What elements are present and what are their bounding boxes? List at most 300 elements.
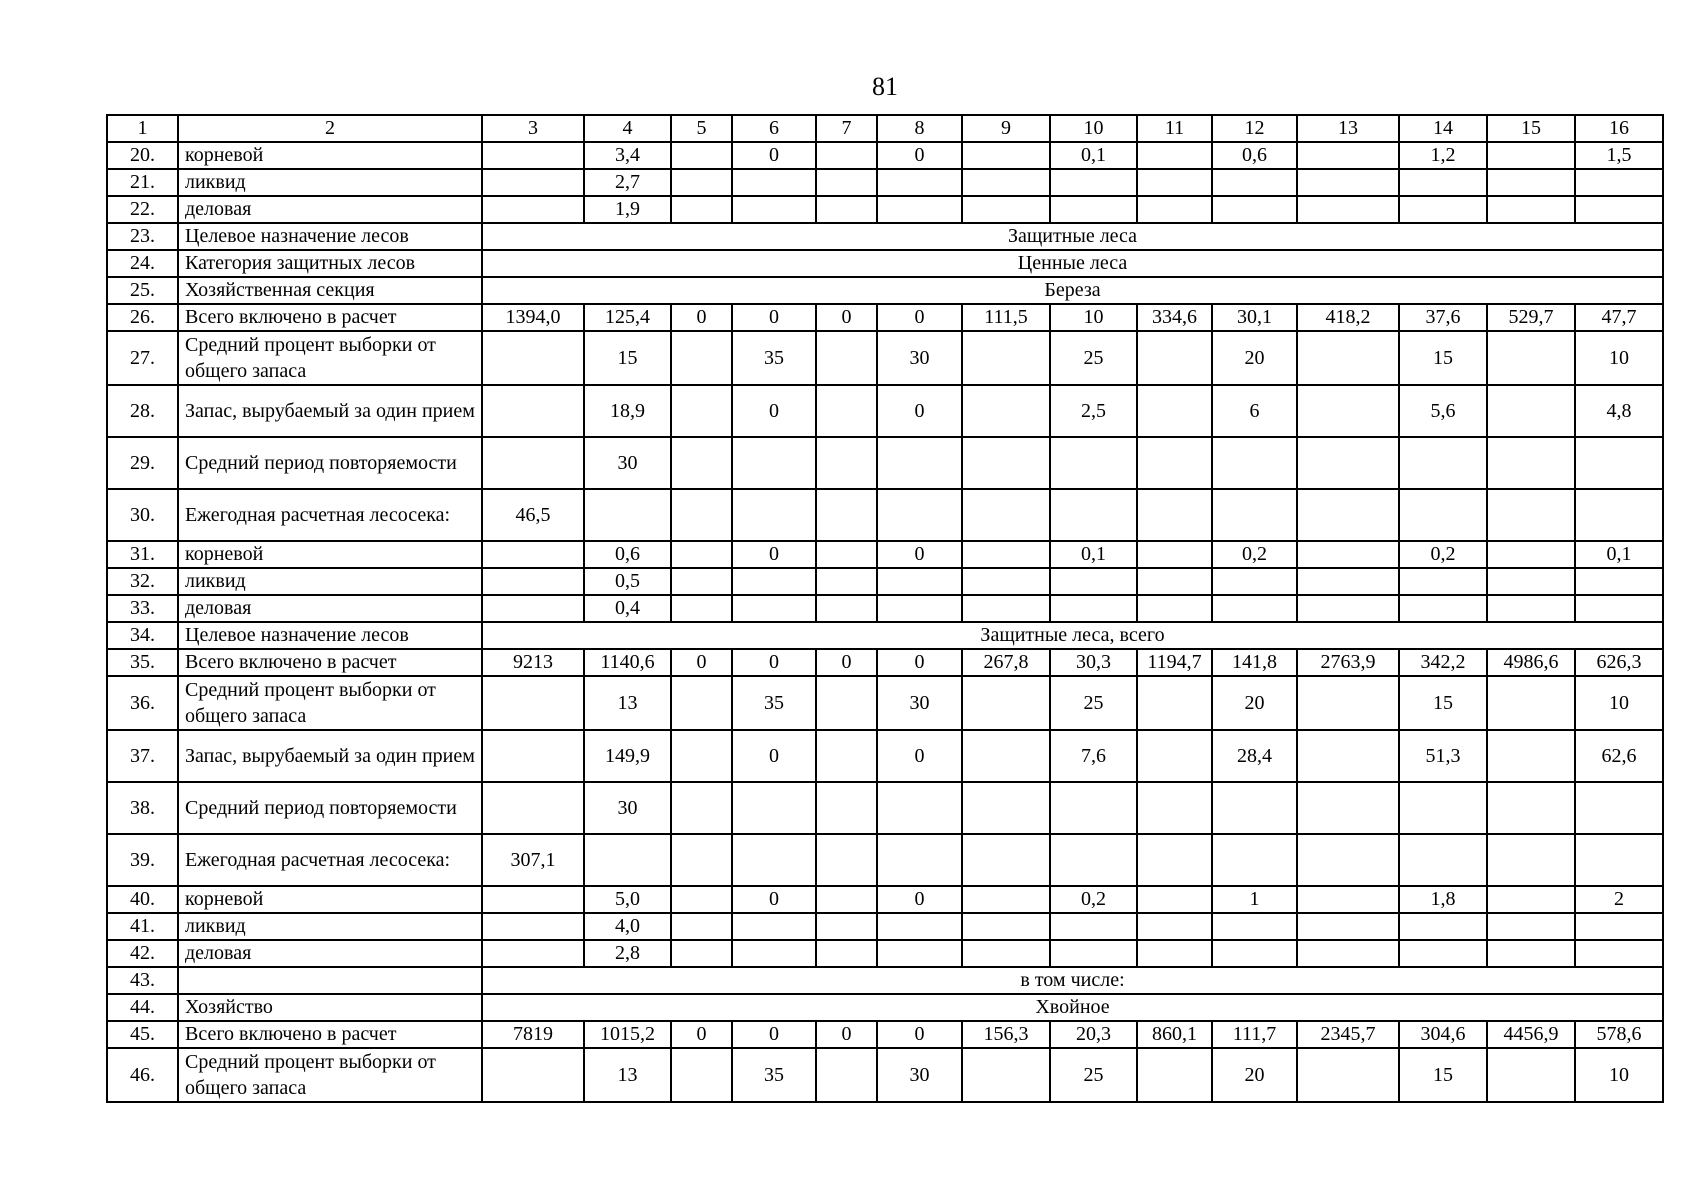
value-cell: 20 bbox=[1212, 676, 1297, 730]
value-cell bbox=[1212, 437, 1297, 489]
value-cell: 0 bbox=[671, 1021, 732, 1048]
table-row bbox=[107, 568, 1663, 595]
row-label-cell: Всего включено в расчет bbox=[178, 304, 482, 331]
value-cell: 2,7 bbox=[584, 169, 671, 196]
row-label-cell: Всего включено в расчет bbox=[178, 1021, 482, 1048]
row-number-cell: 20. bbox=[107, 142, 178, 169]
table-row bbox=[107, 437, 1663, 489]
row-label-cell: Средний процент выборки от общего запаса bbox=[178, 1048, 482, 1102]
value-cell: 1,9 bbox=[584, 196, 671, 223]
value-cell bbox=[1050, 196, 1137, 223]
value-cell: 35 bbox=[732, 331, 816, 385]
value-cell bbox=[1050, 437, 1137, 489]
value-cell bbox=[732, 595, 816, 622]
value-cell bbox=[962, 169, 1050, 196]
value-cell bbox=[1050, 940, 1137, 967]
value-cell: 0 bbox=[732, 304, 816, 331]
value-cell bbox=[1575, 940, 1663, 967]
value-cell: 20 bbox=[1212, 1048, 1297, 1102]
forest-table bbox=[106, 114, 1664, 1103]
value-cell bbox=[671, 834, 732, 886]
value-cell bbox=[962, 568, 1050, 595]
value-cell bbox=[1487, 782, 1575, 834]
value-cell bbox=[671, 385, 732, 437]
value-cell bbox=[816, 886, 877, 913]
merged-value-cell: Защитные леса, всего bbox=[482, 622, 1663, 649]
value-cell bbox=[671, 676, 732, 730]
value-cell bbox=[482, 437, 584, 489]
row-number-cell: 31. bbox=[107, 541, 178, 568]
value-cell bbox=[1212, 568, 1297, 595]
value-cell: 111,5 bbox=[962, 304, 1050, 331]
value-cell bbox=[671, 437, 732, 489]
value-cell bbox=[732, 568, 816, 595]
value-cell bbox=[671, 541, 732, 568]
row-number-cell: 45. bbox=[107, 1021, 178, 1048]
row-label-cell: корневой bbox=[178, 142, 482, 169]
value-cell bbox=[1297, 940, 1399, 967]
value-cell bbox=[1399, 913, 1487, 940]
table-row bbox=[107, 277, 1663, 304]
row-number-cell: 32. bbox=[107, 568, 178, 595]
value-cell: 46,5 bbox=[482, 489, 584, 541]
value-cell bbox=[1487, 385, 1575, 437]
value-cell bbox=[1297, 730, 1399, 782]
value-cell: 0 bbox=[816, 1021, 877, 1048]
value-cell bbox=[877, 940, 962, 967]
value-cell bbox=[1487, 169, 1575, 196]
value-cell bbox=[962, 142, 1050, 169]
value-cell: 30 bbox=[877, 1048, 962, 1102]
value-cell: 0 bbox=[732, 649, 816, 676]
value-cell bbox=[1487, 541, 1575, 568]
row-number-cell: 23. bbox=[107, 223, 178, 250]
value-cell bbox=[482, 385, 584, 437]
value-cell bbox=[482, 940, 584, 967]
value-cell: 307,1 bbox=[482, 834, 584, 886]
value-cell: 0 bbox=[877, 649, 962, 676]
value-cell: 0 bbox=[671, 304, 732, 331]
value-cell bbox=[1297, 1048, 1399, 1102]
value-cell: 1140,6 bbox=[584, 649, 671, 676]
value-cell: 156,3 bbox=[962, 1021, 1050, 1048]
value-cell: 30 bbox=[584, 437, 671, 489]
value-cell: 578,6 bbox=[1575, 1021, 1663, 1048]
column-number-cell: 11 bbox=[1137, 115, 1212, 142]
value-cell: 5,6 bbox=[1399, 385, 1487, 437]
value-cell bbox=[732, 913, 816, 940]
value-cell: 125,4 bbox=[584, 304, 671, 331]
value-cell bbox=[962, 782, 1050, 834]
row-label-cell: Целевое назначение лесов bbox=[178, 622, 482, 649]
value-cell bbox=[1575, 595, 1663, 622]
value-cell: 2,8 bbox=[584, 940, 671, 967]
value-cell: 0 bbox=[877, 385, 962, 437]
value-cell bbox=[671, 940, 732, 967]
column-number-cell: 12 bbox=[1212, 115, 1297, 142]
value-cell bbox=[1487, 676, 1575, 730]
value-cell: 30,1 bbox=[1212, 304, 1297, 331]
value-cell: 626,3 bbox=[1575, 649, 1663, 676]
value-cell bbox=[816, 568, 877, 595]
value-cell bbox=[1050, 595, 1137, 622]
value-cell: 2345,7 bbox=[1297, 1021, 1399, 1048]
value-cell bbox=[1575, 568, 1663, 595]
row-number-cell: 39. bbox=[107, 834, 178, 886]
value-cell: 51,3 bbox=[1399, 730, 1487, 782]
value-cell: 149,9 bbox=[584, 730, 671, 782]
row-label-cell: Средний период повторяемости bbox=[178, 437, 482, 489]
value-cell bbox=[1487, 331, 1575, 385]
value-cell bbox=[816, 940, 877, 967]
row-number-cell: 21. bbox=[107, 169, 178, 196]
value-cell bbox=[482, 541, 584, 568]
column-number-cell: 13 bbox=[1297, 115, 1399, 142]
row-label-cell: деловая bbox=[178, 196, 482, 223]
value-cell bbox=[816, 437, 877, 489]
row-label-cell bbox=[178, 967, 482, 994]
value-cell bbox=[816, 913, 877, 940]
value-cell: 35 bbox=[732, 676, 816, 730]
row-number-cell: 38. bbox=[107, 782, 178, 834]
value-cell: 2763,9 bbox=[1297, 649, 1399, 676]
value-cell: 4,0 bbox=[584, 913, 671, 940]
row-label-cell: корневой bbox=[178, 886, 482, 913]
value-cell bbox=[732, 489, 816, 541]
value-cell bbox=[962, 595, 1050, 622]
value-cell bbox=[482, 886, 584, 913]
value-cell: 28,4 bbox=[1212, 730, 1297, 782]
table-row bbox=[107, 169, 1663, 196]
row-number-cell: 26. bbox=[107, 304, 178, 331]
table-row bbox=[107, 385, 1663, 437]
value-cell: 267,8 bbox=[962, 649, 1050, 676]
value-cell bbox=[877, 169, 962, 196]
column-number-cell: 8 bbox=[877, 115, 962, 142]
value-cell: 111,7 bbox=[1212, 1021, 1297, 1048]
row-number-cell: 41. bbox=[107, 913, 178, 940]
value-cell bbox=[1212, 489, 1297, 541]
value-cell bbox=[1050, 834, 1137, 886]
row-label-cell: Всего включено в расчет bbox=[178, 649, 482, 676]
value-cell bbox=[482, 676, 584, 730]
value-cell bbox=[816, 676, 877, 730]
value-cell bbox=[1212, 834, 1297, 886]
table-row bbox=[107, 913, 1663, 940]
value-cell bbox=[1137, 169, 1212, 196]
value-cell bbox=[1297, 913, 1399, 940]
row-label-cell: Ежегодная расчетная лесосека: bbox=[178, 489, 482, 541]
column-number-cell: 1 bbox=[107, 115, 178, 142]
column-number-cell: 16 bbox=[1575, 115, 1663, 142]
value-cell: 1194,7 bbox=[1137, 649, 1212, 676]
value-cell: 0 bbox=[671, 649, 732, 676]
value-cell bbox=[482, 782, 584, 834]
table-row bbox=[107, 886, 1663, 913]
table-row bbox=[107, 1021, 1663, 1048]
table-row bbox=[107, 994, 1663, 1021]
value-cell: 7819 bbox=[482, 1021, 584, 1048]
value-cell bbox=[1050, 913, 1137, 940]
value-cell: 4,8 bbox=[1575, 385, 1663, 437]
value-cell bbox=[1297, 142, 1399, 169]
row-label-cell: Запас, вырубаемый за один прием bbox=[178, 730, 482, 782]
value-cell bbox=[1399, 782, 1487, 834]
value-cell bbox=[1575, 913, 1663, 940]
value-cell bbox=[1050, 782, 1137, 834]
value-cell: 0 bbox=[877, 1021, 962, 1048]
value-cell bbox=[1297, 489, 1399, 541]
header-row bbox=[107, 115, 1663, 142]
table-row bbox=[107, 622, 1663, 649]
value-cell: 141,8 bbox=[1212, 649, 1297, 676]
row-label-cell: Средний процент выборки от общего запаса bbox=[178, 676, 482, 730]
value-cell bbox=[1212, 169, 1297, 196]
value-cell bbox=[482, 913, 584, 940]
table-row bbox=[107, 782, 1663, 834]
value-cell: 25 bbox=[1050, 331, 1137, 385]
value-cell bbox=[1487, 1048, 1575, 1102]
row-label-cell: ликвид bbox=[178, 568, 482, 595]
table-row bbox=[107, 196, 1663, 223]
value-cell bbox=[1137, 196, 1212, 223]
value-cell bbox=[732, 834, 816, 886]
value-cell bbox=[816, 489, 877, 541]
row-label-cell: деловая bbox=[178, 940, 482, 967]
value-cell: 0,2 bbox=[1399, 541, 1487, 568]
row-number-cell: 42. bbox=[107, 940, 178, 967]
value-cell bbox=[816, 595, 877, 622]
value-cell: 0,2 bbox=[1212, 541, 1297, 568]
value-cell bbox=[816, 169, 877, 196]
value-cell bbox=[1575, 169, 1663, 196]
value-cell bbox=[962, 886, 1050, 913]
value-cell bbox=[1399, 437, 1487, 489]
value-cell bbox=[816, 541, 877, 568]
value-cell: 1,2 bbox=[1399, 142, 1487, 169]
row-number-cell: 27. bbox=[107, 331, 178, 385]
row-label-cell: Ежегодная расчетная лесосека: bbox=[178, 834, 482, 886]
value-cell: 0 bbox=[877, 142, 962, 169]
page-number: 81 bbox=[872, 72, 898, 101]
row-label-cell: Запас, вырубаемый за один прием bbox=[178, 385, 482, 437]
value-cell bbox=[962, 331, 1050, 385]
value-cell: 9213 bbox=[482, 649, 584, 676]
value-cell bbox=[732, 437, 816, 489]
value-cell bbox=[1297, 782, 1399, 834]
value-cell bbox=[671, 568, 732, 595]
value-cell: 13 bbox=[584, 676, 671, 730]
table-row bbox=[107, 967, 1663, 994]
value-cell: 860,1 bbox=[1137, 1021, 1212, 1048]
value-cell bbox=[1137, 782, 1212, 834]
table-row bbox=[107, 223, 1663, 250]
value-cell: 25 bbox=[1050, 1048, 1137, 1102]
table-row bbox=[107, 304, 1663, 331]
value-cell: 0,2 bbox=[1050, 886, 1137, 913]
value-cell: 30 bbox=[877, 676, 962, 730]
value-cell bbox=[877, 913, 962, 940]
value-cell: 30,3 bbox=[1050, 649, 1137, 676]
value-cell: 0 bbox=[732, 142, 816, 169]
value-cell: 37,6 bbox=[1399, 304, 1487, 331]
value-cell bbox=[877, 834, 962, 886]
value-cell bbox=[1050, 169, 1137, 196]
value-cell bbox=[584, 834, 671, 886]
value-cell bbox=[1050, 489, 1137, 541]
value-cell bbox=[732, 169, 816, 196]
value-cell bbox=[1297, 541, 1399, 568]
row-number-cell: 29. bbox=[107, 437, 178, 489]
column-number-cell: 4 bbox=[584, 115, 671, 142]
value-cell: 0 bbox=[877, 730, 962, 782]
value-cell bbox=[1399, 489, 1487, 541]
value-cell bbox=[1575, 782, 1663, 834]
value-cell: 0,1 bbox=[1575, 541, 1663, 568]
value-cell bbox=[1050, 568, 1137, 595]
row-label-cell: Целевое назначение лесов bbox=[178, 223, 482, 250]
value-cell: 1394,0 bbox=[482, 304, 584, 331]
value-cell: 1 bbox=[1212, 886, 1297, 913]
row-number-cell: 35. bbox=[107, 649, 178, 676]
column-number-cell: 3 bbox=[482, 115, 584, 142]
table-row bbox=[107, 730, 1663, 782]
value-cell bbox=[1575, 834, 1663, 886]
value-cell: 418,2 bbox=[1297, 304, 1399, 331]
value-cell: 2,5 bbox=[1050, 385, 1137, 437]
row-label-cell: Хозяйство bbox=[178, 994, 482, 1021]
value-cell: 47,7 bbox=[1575, 304, 1663, 331]
value-cell: 13 bbox=[584, 1048, 671, 1102]
value-cell bbox=[1487, 886, 1575, 913]
table-row bbox=[107, 940, 1663, 967]
value-cell: 15 bbox=[1399, 676, 1487, 730]
table-row bbox=[107, 250, 1663, 277]
value-cell bbox=[671, 196, 732, 223]
table-row bbox=[107, 541, 1663, 568]
value-cell bbox=[1487, 595, 1575, 622]
value-cell: 0 bbox=[732, 1021, 816, 1048]
value-cell bbox=[1137, 385, 1212, 437]
value-cell: 30 bbox=[584, 782, 671, 834]
value-cell: 334,6 bbox=[1137, 304, 1212, 331]
value-cell: 1015,2 bbox=[584, 1021, 671, 1048]
value-cell bbox=[962, 541, 1050, 568]
value-cell bbox=[1399, 568, 1487, 595]
value-cell: 15 bbox=[1399, 1048, 1487, 1102]
value-cell: 0,5 bbox=[584, 568, 671, 595]
value-cell bbox=[1137, 730, 1212, 782]
value-cell bbox=[962, 940, 1050, 967]
value-cell bbox=[1297, 196, 1399, 223]
value-cell bbox=[732, 782, 816, 834]
value-cell: 0 bbox=[816, 649, 877, 676]
value-cell: 5,0 bbox=[584, 886, 671, 913]
row-number-cell: 40. bbox=[107, 886, 178, 913]
row-number-cell: 25. bbox=[107, 277, 178, 304]
value-cell bbox=[1212, 913, 1297, 940]
value-cell bbox=[1297, 886, 1399, 913]
value-cell: 4456,9 bbox=[1487, 1021, 1575, 1048]
row-label-cell: ликвид bbox=[178, 913, 482, 940]
value-cell bbox=[482, 730, 584, 782]
value-cell bbox=[671, 782, 732, 834]
column-number-cell: 7 bbox=[816, 115, 877, 142]
row-number-cell: 28. bbox=[107, 385, 178, 437]
table-row bbox=[107, 834, 1663, 886]
value-cell bbox=[671, 886, 732, 913]
row-number-cell: 30. bbox=[107, 489, 178, 541]
value-cell bbox=[1487, 196, 1575, 223]
value-cell bbox=[1137, 940, 1212, 967]
value-cell bbox=[671, 331, 732, 385]
value-cell bbox=[1297, 437, 1399, 489]
value-cell bbox=[1137, 1048, 1212, 1102]
value-cell bbox=[1575, 196, 1663, 223]
value-cell bbox=[482, 331, 584, 385]
row-number-cell: 44. bbox=[107, 994, 178, 1021]
value-cell bbox=[1137, 595, 1212, 622]
value-cell: 0 bbox=[877, 304, 962, 331]
table-row bbox=[107, 489, 1663, 541]
value-cell: 10 bbox=[1575, 676, 1663, 730]
value-cell: 10 bbox=[1575, 1048, 1663, 1102]
value-cell bbox=[816, 1048, 877, 1102]
value-cell bbox=[1297, 676, 1399, 730]
value-cell bbox=[1212, 940, 1297, 967]
merged-value-cell: Ценные леса bbox=[482, 250, 1663, 277]
column-number-cell: 14 bbox=[1399, 115, 1487, 142]
value-cell: 35 bbox=[732, 1048, 816, 1102]
value-cell bbox=[732, 196, 816, 223]
value-cell bbox=[962, 834, 1050, 886]
value-cell bbox=[732, 940, 816, 967]
table-row bbox=[107, 649, 1663, 676]
value-cell bbox=[816, 142, 877, 169]
value-cell bbox=[482, 1048, 584, 1102]
value-cell bbox=[1212, 782, 1297, 834]
value-cell: 15 bbox=[584, 331, 671, 385]
value-cell: 0 bbox=[877, 886, 962, 913]
value-cell: 7,6 bbox=[1050, 730, 1137, 782]
value-cell bbox=[1399, 169, 1487, 196]
row-label-cell: деловая bbox=[178, 595, 482, 622]
value-cell bbox=[482, 568, 584, 595]
value-cell bbox=[816, 834, 877, 886]
value-cell bbox=[1212, 196, 1297, 223]
row-label-cell: корневой bbox=[178, 541, 482, 568]
value-cell bbox=[877, 196, 962, 223]
value-cell: 0 bbox=[732, 886, 816, 913]
table-row bbox=[107, 676, 1663, 730]
value-cell bbox=[877, 782, 962, 834]
value-cell: 62,6 bbox=[1575, 730, 1663, 782]
value-cell bbox=[1399, 595, 1487, 622]
value-cell: 342,2 bbox=[1399, 649, 1487, 676]
table-row bbox=[107, 331, 1663, 385]
value-cell bbox=[1487, 940, 1575, 967]
merged-value-cell: Хвойное bbox=[482, 994, 1663, 1021]
value-cell bbox=[877, 568, 962, 595]
row-label-cell: Средний процент выборки от общего запаса bbox=[178, 331, 482, 385]
table-row bbox=[107, 1048, 1663, 1102]
value-cell bbox=[1487, 142, 1575, 169]
value-cell: 3,4 bbox=[584, 142, 671, 169]
value-cell: 1,8 bbox=[1399, 886, 1487, 913]
value-cell bbox=[816, 331, 877, 385]
value-cell bbox=[671, 913, 732, 940]
value-cell bbox=[816, 782, 877, 834]
